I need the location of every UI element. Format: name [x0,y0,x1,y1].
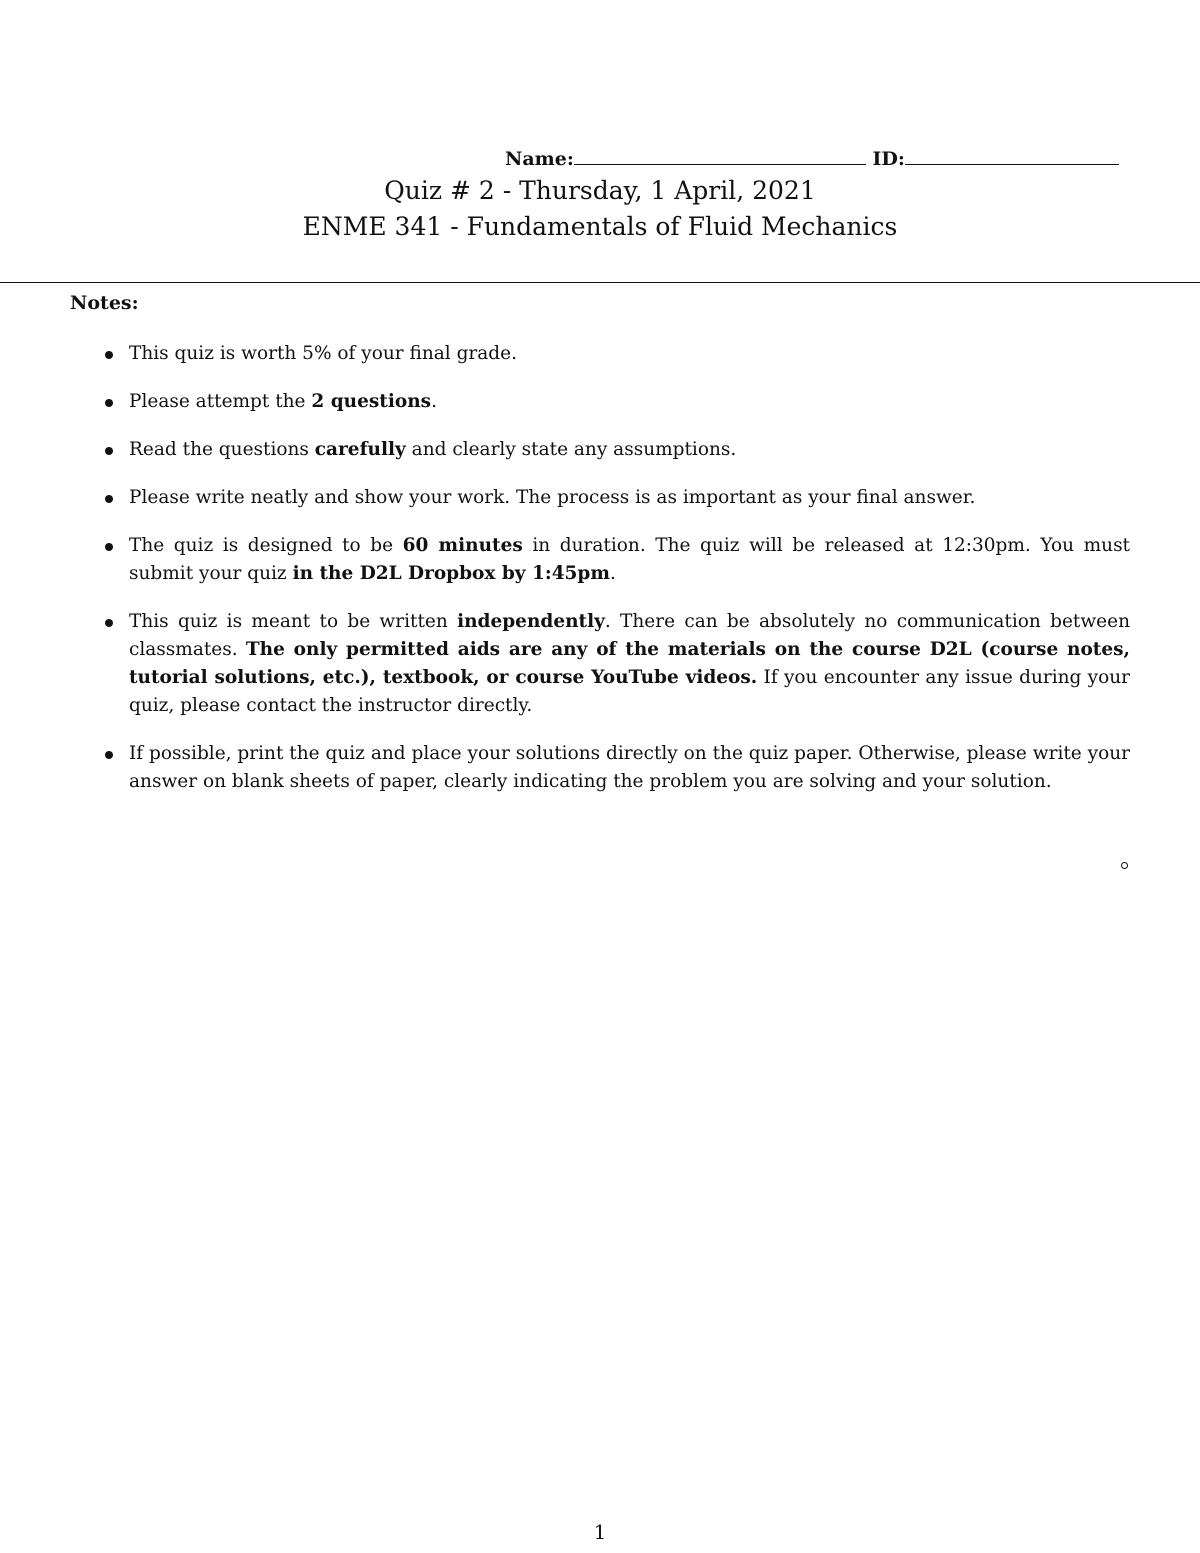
bullet-icon [105,543,113,551]
note-text: If you encounter any issue during your quiz, please contact the instructor directly. [129,667,1130,716]
note-text: and clearly state any assumptions. [405,439,737,460]
note-item [102,608,1130,720]
note-text-bold: in the D2L Dropbox by 1:45pm [292,563,610,584]
note-item [102,340,1130,368]
note-text: . [431,391,437,412]
page-number: 1 [593,1520,607,1544]
note-item [102,740,1130,796]
note-text: Please attempt the [129,391,312,412]
small-circle-mark [1121,862,1128,869]
header-divider [0,282,1200,283]
note-text: If possible, print the quiz and place your solutions directly on the quiz paper. Otherwise, please write your answer on blank sheets of paper, clearly indicating the problem you are solving and your solution. [129,743,1130,792]
bullet-icon [105,399,113,407]
note-text: . [609,563,616,584]
note-text: The quiz is designed to be [129,535,403,556]
student-info-line [505,146,1135,176]
course-title: ENME 341 - Fundamentals of Fluid Mechanics [302,212,898,241]
note-text: Read the questions [129,439,315,460]
note-text-bold: 60 minutes [402,535,523,556]
bullet-icon [105,619,113,627]
note-text-bold: 2 questions [311,391,432,412]
note-item [102,484,1130,512]
note-text-bold: The only permitted aids are any of the materials on the course D2L (course notes, tutorial solutions, etc.), textbook, or course YouTube videos. [129,639,1130,688]
quiz-title: Quiz # 2 - Thursday, 1 April, 2021 [384,176,816,205]
note-text: . There can be absolutely no communication between classmates. [129,611,1130,660]
note-text: This quiz is worth 5% of your final grade. [129,343,517,364]
note-item [102,532,1130,588]
note-item [102,436,1130,464]
bullet-icon [105,447,113,455]
notes-list [102,340,1130,816]
note-text-bold: independently [457,611,605,632]
id-field-blank [905,146,1119,165]
note-text-bold: carefully [314,439,406,460]
name-field-blank [574,146,866,165]
name-label: Name: [505,148,574,170]
bullet-icon [105,495,113,503]
notes-heading: Notes: [70,292,139,314]
bullet-icon [105,751,113,759]
bullet-icon [105,351,113,359]
note-text: Please write neatly and show your work. The process is as important as your final answer. [129,487,976,508]
note-text: This quiz is meant to be written [129,611,458,632]
note-item [102,388,1130,416]
note-text: in duration. The quiz will be released at 12:30pm. You must submit your quiz [129,535,1130,584]
id-label: ID: [872,148,905,170]
